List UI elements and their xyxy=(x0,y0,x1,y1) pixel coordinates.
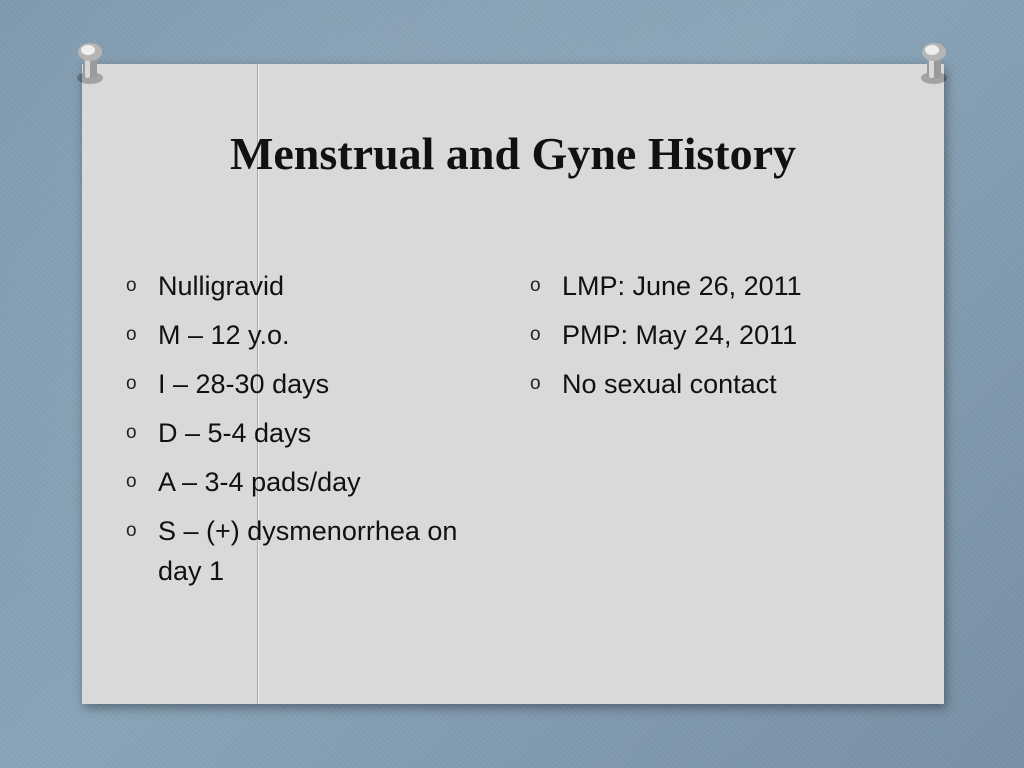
list-item xyxy=(126,315,466,355)
bullet-text: Nulligravid xyxy=(158,271,285,301)
right-bullet-list xyxy=(530,266,890,413)
list-item xyxy=(126,266,466,306)
list-item xyxy=(126,462,466,502)
bullet-text: No sexual contact xyxy=(562,369,777,399)
bullet-marker-icon: o xyxy=(530,373,541,394)
pushpin-icon xyxy=(70,40,110,90)
list-item xyxy=(126,413,466,453)
bullet-marker-icon: o xyxy=(126,373,137,394)
bullet-text: LMP: June 26, 2011 xyxy=(562,271,802,301)
bullet-marker-icon: o xyxy=(126,422,137,443)
list-item xyxy=(530,315,890,355)
left-bullet-list xyxy=(126,266,466,600)
bullet-text: M – 12 y.o. xyxy=(158,320,290,350)
list-item xyxy=(126,511,466,591)
list-item xyxy=(530,266,890,306)
bullet-marker-icon: o xyxy=(126,520,137,541)
bullet-marker-icon: o xyxy=(530,324,541,345)
list-item xyxy=(530,364,890,404)
pushpin-icon xyxy=(914,40,954,90)
bullet-text: A – 3-4 pads/day xyxy=(158,467,361,497)
bullet-marker-icon: o xyxy=(126,275,137,296)
bullet-marker-icon: o xyxy=(126,471,137,492)
slide-title: Menstrual and Gyne History xyxy=(229,128,797,179)
bullet-text: PMP: May 24, 2011 xyxy=(562,320,798,350)
bullet-text: S – (+) dysmenorrhea on day 1 xyxy=(158,516,458,586)
bullet-marker-icon: o xyxy=(126,324,137,345)
list-item xyxy=(126,364,466,404)
bullet-text: I – 28-30 days xyxy=(158,369,330,399)
bullet-marker-icon: o xyxy=(530,275,541,296)
bullet-text: D – 5-4 days xyxy=(158,418,312,448)
